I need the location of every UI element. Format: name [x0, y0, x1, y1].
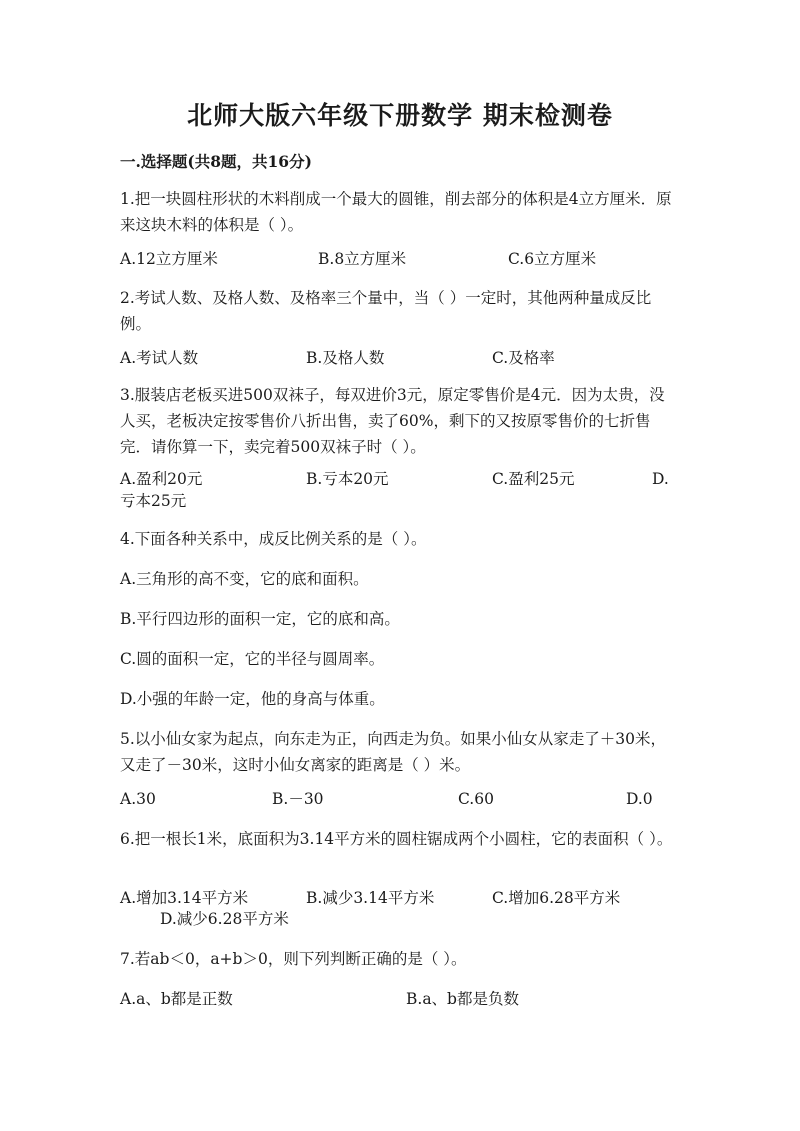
q2-option-a[interactable]: A.考试人数	[120, 349, 199, 367]
q6-option-c[interactable]: C.增加6.28平方米	[492, 889, 621, 907]
q3-option-d-text[interactable]: 亏本25元	[120, 492, 187, 510]
q4-option-d[interactable]: D.小强的年龄一定，他的身高与体重。	[120, 690, 385, 708]
q4-option-b[interactable]: B.平行四边形的面积一定，它的底和高。	[120, 610, 400, 628]
question-1: 1.把一块圆柱形状的木料削成一个最大的圆锥，削去部分的体积是4立方厘米．原来这块木料的体积是（ ）。	[120, 190, 672, 234]
q7-option-a[interactable]: A.a、b都是正数	[120, 990, 233, 1008]
q3-option-c[interactable]: C.盈利25元	[492, 470, 575, 488]
q7-option-b[interactable]: B.a、b都是负数	[406, 990, 519, 1008]
q2-option-b[interactable]: B.及格人数	[306, 349, 385, 367]
section-heading: 一.选择题(共8题，共16分)	[120, 152, 312, 171]
q1-option-c[interactable]: C.6立方厘米	[508, 250, 597, 268]
question-2: 2.考试人数、及格人数、及格率三个量中，当（ ）一定时，其他两种量成反比例。	[120, 289, 652, 333]
question-7: 7.若ab＜0，a+b＞0，则下列判断正确的是（ ）。	[120, 950, 467, 968]
q1-option-b[interactable]: B.8立方厘米	[318, 250, 407, 268]
q3-option-a[interactable]: A.盈利20元	[120, 470, 203, 488]
q6-option-b[interactable]: B.减少3.14平方米	[306, 889, 435, 907]
q5-option-b[interactable]: B.－30	[272, 790, 324, 808]
q4-option-c[interactable]: C.圆的面积一定，它的半径与圆周率。	[120, 650, 385, 668]
question-3: 3.服装店老板买进500双袜子，每双进价3元，原定零售价是4元．因为太贵，没人买，老板决定按零售价八折出售，卖了60%，剩下的又按原零售价的七折售完．请你算一下，卖完着500双袜子时（ ）。	[120, 386, 665, 456]
question-5: 5.以小仙女家为起点，向东走为正，向西走为负。如果小仙女从家走了＋30米，又走了－30米，这时小仙女离家的距离是（ ）米。	[120, 730, 667, 774]
q3-option-b[interactable]: B.亏本20元	[306, 470, 389, 488]
q3-option-d[interactable]: D.	[652, 470, 669, 488]
q5-option-d[interactable]: D.0	[626, 790, 653, 808]
q5-option-c[interactable]: C.60	[458, 790, 494, 808]
question-4: 4.下面各种关系中，成反比例关系的是（ ）。	[120, 530, 427, 548]
page-title: 北师大版六年级下册数学 期末检测卷	[187, 101, 613, 130]
q5-option-a[interactable]: A.30	[120, 790, 156, 808]
q6-option-a[interactable]: A.增加3.14平方米	[120, 889, 249, 907]
q6-option-d[interactable]: D.减少6.28平方米	[160, 910, 289, 928]
q4-option-a[interactable]: A.三角形的高不变，它的底和面积。	[120, 570, 369, 588]
q2-option-c[interactable]: C.及格率	[492, 349, 555, 367]
question-6: 6.把一根长1米，底面积为3.14平方米的圆柱锯成两个小圆柱，它的表面积（ ）。	[120, 830, 673, 848]
q1-option-a[interactable]: A.12立方厘米	[120, 250, 218, 268]
